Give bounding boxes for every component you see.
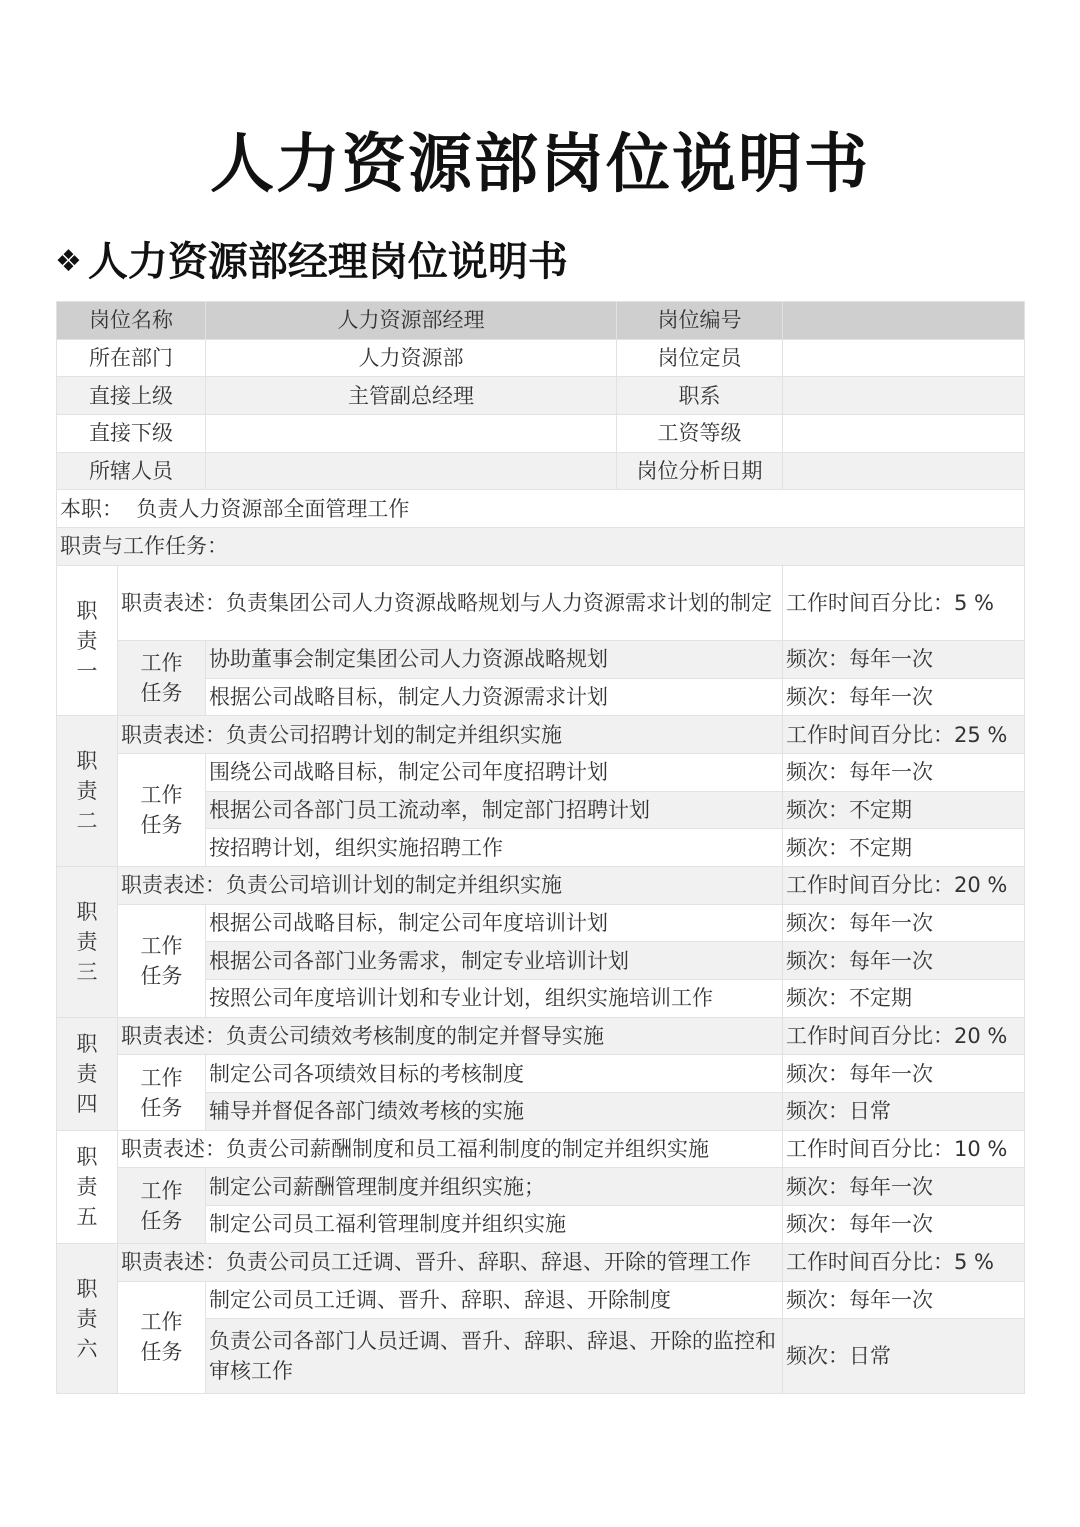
duty-title: 职 责 五	[57, 1130, 118, 1243]
duty-description: 职责表述：负责公司培训计划的制定并组织实施	[118, 866, 783, 904]
task-text: 根据公司战略目标，制定人力资源需求计划	[206, 678, 783, 716]
info-value	[783, 377, 1025, 415]
duty-title: 职 责 四	[57, 1017, 118, 1130]
task-frequency: 频次：日常	[783, 1093, 1025, 1131]
task-row	[57, 904, 1025, 942]
duty-time-percentage: 工作时间百分比：25 %	[783, 716, 1025, 754]
duty-description: 职责表述：负责公司招聘计划的制定并组织实施	[118, 716, 783, 754]
diamond-bullet-icon: ❖	[55, 244, 82, 279]
info-value	[206, 415, 617, 453]
duty-description-row	[57, 1130, 1025, 1168]
task-label: 工作 任务	[118, 1055, 206, 1130]
info-row	[57, 377, 1025, 415]
summary-row	[57, 490, 1025, 528]
info-label: 所在部门	[57, 339, 206, 377]
duty-time-percentage: 工作时间百分比：5 %	[783, 565, 1025, 640]
task-text: 协助董事会制定集团公司人力资源战略规划	[206, 640, 783, 678]
task-frequency: 频次：不定期	[783, 791, 1025, 829]
duty-title: 职 责 六	[57, 1243, 118, 1393]
job-description-table	[56, 301, 1025, 1394]
info-label: 岗位名称	[57, 302, 206, 340]
info-label: 岗位编号	[617, 302, 783, 340]
info-label: 直接上级	[57, 377, 206, 415]
duties-heading: 职责与工作任务：	[57, 528, 1025, 566]
task-text: 根据公司战略目标，制定公司年度培训计划	[206, 904, 783, 942]
summary-cell	[57, 490, 1025, 528]
duty-title: 职 责 一	[57, 565, 118, 715]
duty-description-row	[57, 866, 1025, 904]
task-frequency: 频次：每年一次	[783, 678, 1025, 716]
task-frequency: 频次：每年一次	[783, 1055, 1025, 1093]
task-frequency: 频次：每年一次	[783, 640, 1025, 678]
info-value	[783, 415, 1025, 453]
duty-title: 职 责 二	[57, 716, 118, 867]
task-frequency: 频次：不定期	[783, 980, 1025, 1018]
task-text: 按招聘计划，组织实施招聘工作	[206, 829, 783, 867]
task-text: 负责公司各部门人员迁调、晋升、辞职、辞退、开除的监控和审核工作	[206, 1319, 783, 1394]
task-frequency: 频次：每年一次	[783, 753, 1025, 791]
task-frequency: 频次：每年一次	[783, 1206, 1025, 1244]
task-text: 围绕公司战略目标，制定公司年度招聘计划	[206, 753, 783, 791]
task-label: 工作 任务	[118, 1281, 206, 1394]
info-label: 工资等级	[617, 415, 783, 453]
summary-text: 负责人力资源部全面管理工作	[136, 496, 410, 521]
info-value: 人力资源部	[206, 339, 617, 377]
info-value	[783, 302, 1025, 340]
info-label: 所辖人员	[57, 452, 206, 490]
task-label: 工作 任务	[118, 904, 206, 1017]
info-row	[57, 415, 1025, 453]
task-frequency: 频次：不定期	[783, 829, 1025, 867]
info-row	[57, 452, 1025, 490]
task-row	[57, 640, 1025, 678]
task-text: 制定公司员工福利管理制度并组织实施	[206, 1206, 783, 1244]
task-frequency: 频次：每年一次	[783, 1281, 1025, 1319]
duty-time-percentage: 工作时间百分比：20 %	[783, 866, 1025, 904]
duty-description-row	[57, 716, 1025, 754]
info-row	[57, 302, 1025, 340]
info-value	[783, 339, 1025, 377]
duty-time-percentage: 工作时间百分比：20 %	[783, 1017, 1025, 1055]
section-heading-text: 人力资源部经理岗位说明书	[87, 239, 568, 285]
duty-title: 职 责 三	[57, 866, 118, 1017]
info-label: 职系	[617, 377, 783, 415]
task-frequency: 频次：每年一次	[783, 1168, 1025, 1206]
task-text: 根据公司各部门业务需求，制定专业培训计划	[206, 942, 783, 980]
task-text: 制定公司薪酬管理制度并组织实施；	[206, 1168, 783, 1206]
task-label: 工作 任务	[118, 753, 206, 866]
info-value	[783, 452, 1025, 490]
info-row	[57, 339, 1025, 377]
task-label: 工作 任务	[118, 1168, 206, 1243]
duty-time-percentage: 工作时间百分比：5 %	[783, 1243, 1025, 1281]
info-label: 岗位分析日期	[617, 452, 783, 490]
task-frequency: 频次：日常	[783, 1319, 1025, 1394]
task-row	[57, 1281, 1025, 1319]
duty-description: 职责表述：负责公司薪酬制度和员工福利制度的制定并组织实施	[118, 1130, 783, 1168]
task-row	[57, 1168, 1025, 1206]
info-label: 岗位定员	[617, 339, 783, 377]
task-text: 制定公司员工迁调、晋升、辞职、辞退、开除制度	[206, 1281, 783, 1319]
info-value: 主管副总经理	[206, 377, 617, 415]
task-row	[57, 1055, 1025, 1093]
section-heading	[55, 232, 568, 292]
duty-description-row	[57, 565, 1025, 640]
info-value	[206, 452, 617, 490]
duty-description-row	[57, 1243, 1025, 1281]
duty-description-row	[57, 1017, 1025, 1055]
task-frequency: 频次：每年一次	[783, 942, 1025, 980]
task-text: 制定公司各项绩效目标的考核制度	[206, 1055, 783, 1093]
duty-description: 职责表述：负责公司员工迁调、晋升、辞职、辞退、开除的管理工作	[118, 1243, 783, 1281]
task-frequency: 频次：每年一次	[783, 904, 1025, 942]
task-text: 按照公司年度培训计划和专业计划，组织实施培训工作	[206, 980, 783, 1018]
task-text: 辅导并督促各部门绩效考核的实施	[206, 1093, 783, 1131]
info-value: 人力资源部经理	[206, 302, 617, 340]
duty-description: 职责表述：负责集团公司人力资源战略规划与人力资源需求计划的制定	[118, 565, 783, 640]
duty-time-percentage: 工作时间百分比：10 %	[783, 1130, 1025, 1168]
task-row	[57, 753, 1025, 791]
duty-description: 职责表述：负责公司绩效考核制度的制定并督导实施	[118, 1017, 783, 1055]
task-text: 根据公司各部门员工流动率，制定部门招聘计划	[206, 791, 783, 829]
duties-heading-row	[57, 528, 1025, 566]
document-title: 人力资源部岗位说明书	[210, 128, 870, 202]
info-label: 直接下级	[57, 415, 206, 453]
task-label: 工作 任务	[118, 640, 206, 715]
summary-label: 本职：	[60, 496, 123, 521]
